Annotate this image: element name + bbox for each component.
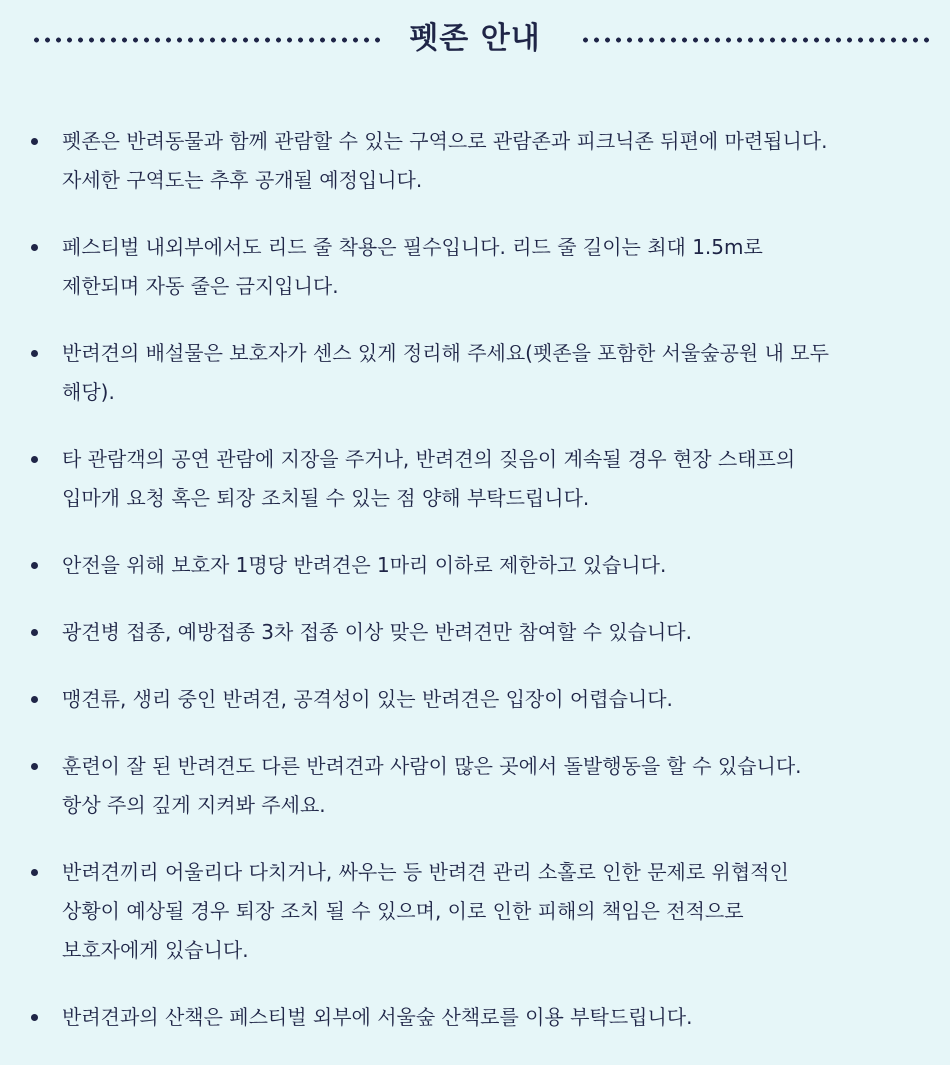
dotted-divider-left (31, 37, 380, 43)
page-title: 펫존 안내 (409, 21, 541, 56)
bullet-icon (31, 244, 38, 251)
list-item (0, 334, 950, 412)
item-text-line: 펫존은 반려동물과 함께 관람할 수 있는 구역으로 관람존과 피크닉존 뒤편에 마련됩니다. (62, 129, 828, 153)
bullet-icon (31, 629, 38, 636)
item-text-line: 입마개 요청 혹은 퇴장 조치될 수 있는 점 양해 부탁드립니다. (62, 486, 590, 510)
item-text-line: 반려견의 배설물은 보호자가 센스 있게 정리해 주세요(펫존을 포함한 서울숲공원 내 모두 (62, 341, 829, 365)
list-item (0, 546, 950, 585)
list-item (0, 680, 950, 719)
item-text-line: 반려견끼리 어울리다 다치거나, 싸우는 등 반려견 관리 소홀로 인한 문제로 위협적인 (62, 860, 789, 884)
bullet-icon (31, 1014, 38, 1021)
bullet-icon (31, 869, 38, 876)
dotted-divider-right (580, 37, 930, 43)
item-text-line: 제한되며 자동 줄은 금지입니다. (62, 274, 339, 298)
item-text-line: 반려견과의 산책은 페스티벌 외부에 서울숲 산책로를 이용 부탁드립니다. (62, 1005, 693, 1029)
list-item (0, 613, 950, 652)
item-text-line: 안전을 위해 보호자 1명당 반려견은 1마리 이하로 제한하고 있습니다. (62, 553, 667, 577)
item-text-line: 자세한 구역도는 추후 공개될 예정입니다. (62, 168, 423, 192)
bullet-icon (31, 456, 38, 463)
item-text-line: 해당). (62, 380, 115, 404)
item-text-line: 페스티벌 내외부에서도 리드 줄 착용은 필수입니다. 리드 줄 길이는 최대 1.5m로 (62, 235, 763, 259)
item-text-line: 훈련이 잘 된 반려견도 다른 반려견과 사람이 많은 곳에서 돌발행동을 할 수 있습니다. (62, 754, 802, 778)
list-item (0, 122, 950, 200)
bullet-icon (31, 696, 38, 703)
list-item (0, 998, 950, 1037)
notice-list (0, 122, 950, 1065)
list-item (0, 228, 950, 306)
bullet-icon (31, 763, 38, 770)
item-text-line: 타 관람객의 공연 관람에 지장을 주거나, 반려견의 짖음이 계속될 경우 현장 스태프의 (62, 447, 796, 471)
list-item (0, 853, 950, 970)
item-text-line: 보호자에게 있습니다. (62, 938, 249, 962)
item-text-line: 항상 주의 깊게 지켜봐 주세요. (62, 793, 326, 817)
bullet-icon (31, 350, 38, 357)
bullet-icon (31, 138, 38, 145)
list-item (0, 747, 950, 825)
item-text-line: 상황이 예상될 경우 퇴장 조치 될 수 있으며, 이로 인한 피해의 책임은 전적으로 (62, 899, 744, 923)
header (0, 14, 950, 64)
item-text-line: 맹견류, 생리 중인 반려견, 공격성이 있는 반려견은 입장이 어렵습니다. (62, 687, 673, 711)
list-item (0, 440, 950, 518)
item-text-line: 광견병 접종, 예방접종 3차 접종 이상 맞은 반려견만 참여할 수 있습니다. (62, 620, 692, 644)
bullet-icon (31, 562, 38, 569)
